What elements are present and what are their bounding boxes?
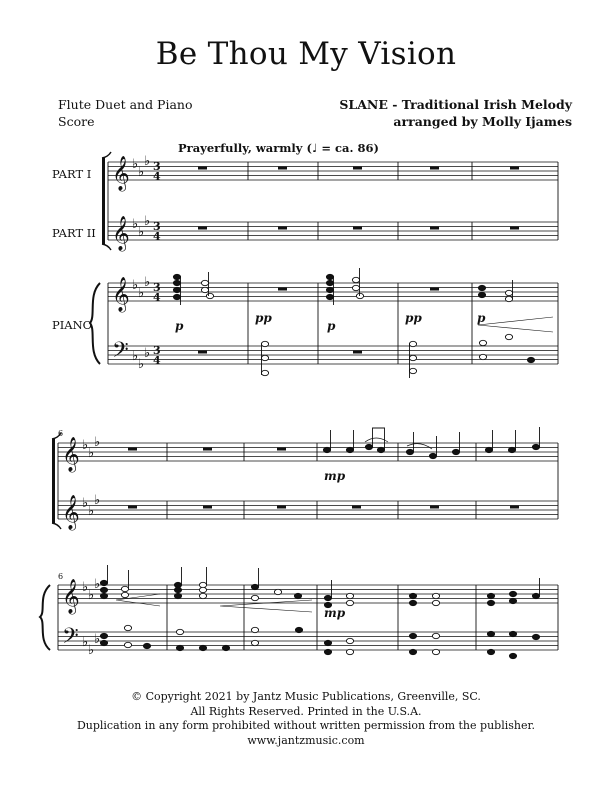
svg-text:♭: ♭ [144,346,151,361]
rights-line: All Rights Reserved. Printed in the U.S.A. [190,704,422,718]
svg-text:♭: ♭ [132,217,139,232]
svg-text:♭: ♭ [138,286,145,301]
svg-text:♭: ♭ [94,632,101,647]
svg-text:♭: ♭ [88,446,95,461]
duplication-notice: Duplication in any form prohibited without written permission from the publisher. [76,719,536,732]
system-2-staves [58,443,558,650]
svg-text:♭: ♭ [144,154,151,169]
svg-text:4: 4 [153,230,161,243]
svg-text:♭: ♭ [94,435,101,450]
svg-text:♭: ♭ [132,278,139,293]
tempo-text: Prayerfully, warmly [178,141,303,155]
system-1-dynamics [175,311,486,333]
publisher-url[interactable]: www.jantzmusic.com [247,733,365,747]
system-2-barlines [58,443,558,650]
svg-text:♭: ♭ [82,496,89,511]
svg-text:♭: ♭ [138,165,145,180]
svg-text:♭: ♭ [88,588,95,603]
svg-text:3: 3 [153,344,161,357]
bass-clef-icon: 𝄢 [112,338,129,368]
dynamic-mark: pp [405,311,422,325]
system-1-staves [108,162,558,364]
system-2-clefs-keys [62,435,100,658]
svg-text:♭: ♭ [138,225,145,240]
dynamic-mark: p [175,319,184,333]
arranger: arranged by Molly Ijames [393,114,572,129]
system-1-notes [173,268,553,378]
svg-text:♭: ♭ [144,214,151,229]
copyright-line: © Copyright 2021 by Jantz Music Publications, Greenville, SC. [131,690,481,703]
treble-clef-icon: 𝄞 [62,437,80,472]
svg-text:3: 3 [153,220,161,233]
piano-label: PIANO [52,318,93,332]
svg-text:4: 4 [153,291,161,304]
treble-clef-icon: 𝄞 [112,216,130,251]
dynamic-mark: mp [324,606,346,620]
svg-text:4: 4 [153,354,161,367]
tempo-metronome: (♩ = ca. 86) [306,141,379,155]
svg-text:♭: ♭ [88,643,95,658]
page-title: Be Thou My Vision [155,36,457,72]
svg-text:♭: ♭ [144,275,151,290]
svg-text:♭: ♭ [138,357,145,372]
measure-number: 6 [58,429,64,438]
svg-text:♭: ♭ [82,635,89,650]
dynamic-mark: p [327,319,336,333]
svg-text:3: 3 [153,281,161,294]
tune-name: SLANE - Traditional Irish Melody [339,97,572,112]
part2-label: PART II [52,226,96,240]
treble-clef-icon: 𝄞 [62,495,80,530]
part1-label: PART I [52,167,92,181]
system-1-rests [198,167,519,354]
score-label: Score [58,114,95,129]
system-2-notes [100,427,539,659]
svg-text:♭: ♭ [132,349,139,364]
instrumentation: Flute Duet and Piano [58,97,193,112]
svg-text:♭: ♭ [88,504,95,519]
svg-text:♭: ♭ [94,493,101,508]
bass-clef-icon: 𝄢 [62,624,79,654]
svg-text:3: 3 [153,160,161,173]
svg-text:♭: ♭ [94,577,101,592]
dynamic-mark: mp [324,469,346,483]
svg-text:4: 4 [153,170,161,183]
copyright-footer [0,690,612,748]
system-1-barlines [108,162,558,364]
treble-clef-icon: 𝄞 [112,277,130,312]
dynamic-mark: p [477,311,486,325]
measure-number: 6 [58,572,64,581]
treble-clef-icon: 𝄞 [62,579,80,614]
system-1-clefs-keys [112,154,161,372]
treble-clef-icon: 𝄞 [112,156,130,191]
svg-text:♭: ♭ [132,157,139,172]
svg-text:♭: ♭ [82,580,89,595]
svg-text:♭: ♭ [82,438,89,453]
dynamic-mark: pp [255,311,272,325]
